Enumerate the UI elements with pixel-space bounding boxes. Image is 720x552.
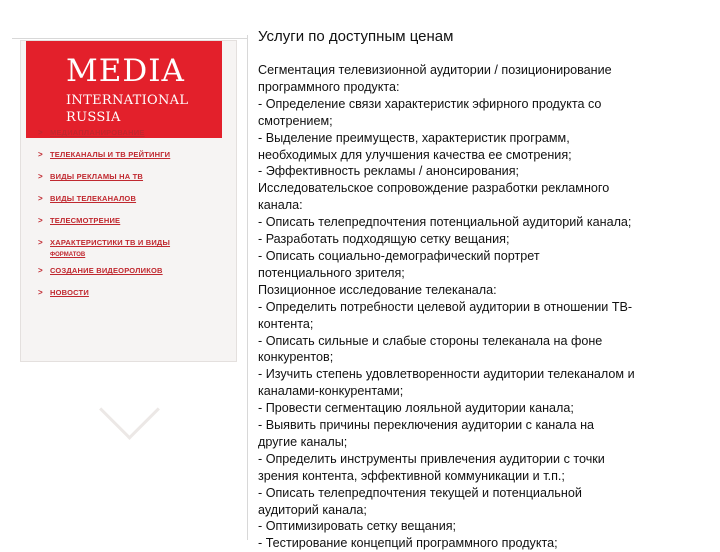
menu-item-label: ТЕЛЕСМОТРЕНИЕ bbox=[50, 216, 121, 225]
arrow-icon: > bbox=[38, 150, 43, 159]
content-line: - Эффективность рекламы / анонсирования; bbox=[258, 164, 520, 179]
content-line: каналами-конкурентами; bbox=[258, 384, 404, 399]
menu-item-label: ТЕЛЕКАНАЛЫ И ТВ РЕЙТИНГИ bbox=[50, 150, 171, 159]
menu-item-video-production[interactable] bbox=[38, 266, 233, 288]
arrow-icon: > bbox=[38, 266, 43, 275]
arrow-icon: > bbox=[38, 238, 43, 247]
page-title: Услуги по доступным ценам bbox=[258, 28, 454, 45]
arrow-icon: > bbox=[38, 128, 43, 137]
content-line: - Определить потребности целевой аудитории в отношении ТВ- bbox=[258, 299, 633, 314]
content-line: Позиционное исследование телеканала: bbox=[258, 282, 497, 297]
content-line: - Разработать подходящую сетку вещания; bbox=[258, 232, 510, 247]
menu-item-characteristics[interactable] bbox=[38, 238, 233, 260]
logo-russia-text: RUSSIA bbox=[66, 110, 121, 125]
content-line: - Изучить степень удовлетворенности аудитории телеканалом и bbox=[258, 367, 635, 382]
menu-item-tv-channels[interactable] bbox=[38, 150, 233, 172]
logo-international-text: INTERNATIONAL bbox=[66, 93, 189, 108]
content-line: Сегментация телевизионной аудитории / позиционирование bbox=[258, 63, 612, 77]
menu-item-label: МЕДИАПЛАНИРОВАНИЕ bbox=[50, 128, 145, 137]
content-line: Исследовательское сопровождение разработки рекламного bbox=[258, 181, 610, 196]
logo-media-text: MEDIA bbox=[66, 53, 185, 89]
content-line: программного продукта: bbox=[258, 79, 400, 94]
menu-item-news[interactable] bbox=[38, 288, 233, 310]
content-line: - Описать телепредпочтения текущей и потенциальной bbox=[258, 485, 582, 500]
arrow-icon: > bbox=[38, 288, 43, 297]
menu-item-label: ХАРАКТЕРИСТИКИ ТВ И ВИДЫ bbox=[50, 238, 171, 247]
content-line: зрения контента, эффективной коммуникации и т.п.; bbox=[258, 468, 565, 483]
column-divider bbox=[247, 35, 248, 540]
content-line: контента; bbox=[258, 316, 314, 331]
content-line: - Определить инструменты привлечения аудитории с точки bbox=[258, 451, 605, 466]
content-line: потенциального зрителя; bbox=[258, 265, 405, 280]
side-menu bbox=[38, 128, 233, 310]
content-line: конкурентов; bbox=[258, 350, 334, 365]
content-line: - Провести сегментацию лояльной аудитории канала; bbox=[258, 401, 574, 416]
content-line: необходимых для улучшения качества ее смотрения; bbox=[258, 147, 572, 162]
content-line: другие каналы; bbox=[258, 434, 348, 449]
menu-item-mediaplanning[interactable] bbox=[38, 128, 233, 150]
content-line: - Оптимизировать сетку вещания; bbox=[258, 519, 457, 534]
logo[interactable] bbox=[26, 41, 222, 138]
menu-item-ad-types[interactable] bbox=[38, 172, 233, 194]
services-text bbox=[258, 62, 698, 552]
arrow-icon: > bbox=[38, 172, 43, 181]
menu-item-viewing[interactable] bbox=[38, 216, 233, 238]
content-line: - Описать сильные и слабые стороны телеканала на фоне bbox=[258, 333, 603, 348]
content-line: - Выявить причины переключения аудитории с канала на bbox=[258, 418, 595, 433]
content-line: - Определение связи характеристик эфирного продукта со bbox=[258, 96, 602, 111]
content-line: - Выделение преимуществ, характеристик программ, bbox=[258, 130, 570, 145]
menu-item-label: ВИДЫ РЕКЛАМЫ НА ТВ bbox=[50, 172, 144, 181]
menu-item-channel-types[interactable] bbox=[38, 194, 233, 216]
content-line: - Описать социально-демографический портрет bbox=[258, 248, 540, 263]
content-line: смотрением; bbox=[258, 113, 333, 128]
left-top-line bbox=[12, 38, 247, 39]
decorative-chevron bbox=[99, 379, 160, 440]
menu-item-label: ВИДЫ ТЕЛЕКАНАЛОВ bbox=[50, 194, 137, 203]
content-line: аудиторий канала; bbox=[258, 502, 367, 517]
menu-item-formats[interactable]: ФОРМАТОВ bbox=[50, 252, 86, 258]
content-line: - Тестирование концепций программного продукта; bbox=[258, 536, 558, 551]
arrow-icon: > bbox=[38, 194, 43, 203]
menu-item-label: СОЗДАНИЕ ВИДЕОРОЛИКОВ bbox=[50, 266, 163, 275]
content-line: - Описать телепредпочтения потенциальной аудиторий канала; bbox=[258, 215, 632, 230]
menu-item-label: НОВОСТИ bbox=[50, 288, 89, 297]
arrow-icon: > bbox=[38, 216, 43, 225]
content-line: канала: bbox=[258, 198, 303, 213]
